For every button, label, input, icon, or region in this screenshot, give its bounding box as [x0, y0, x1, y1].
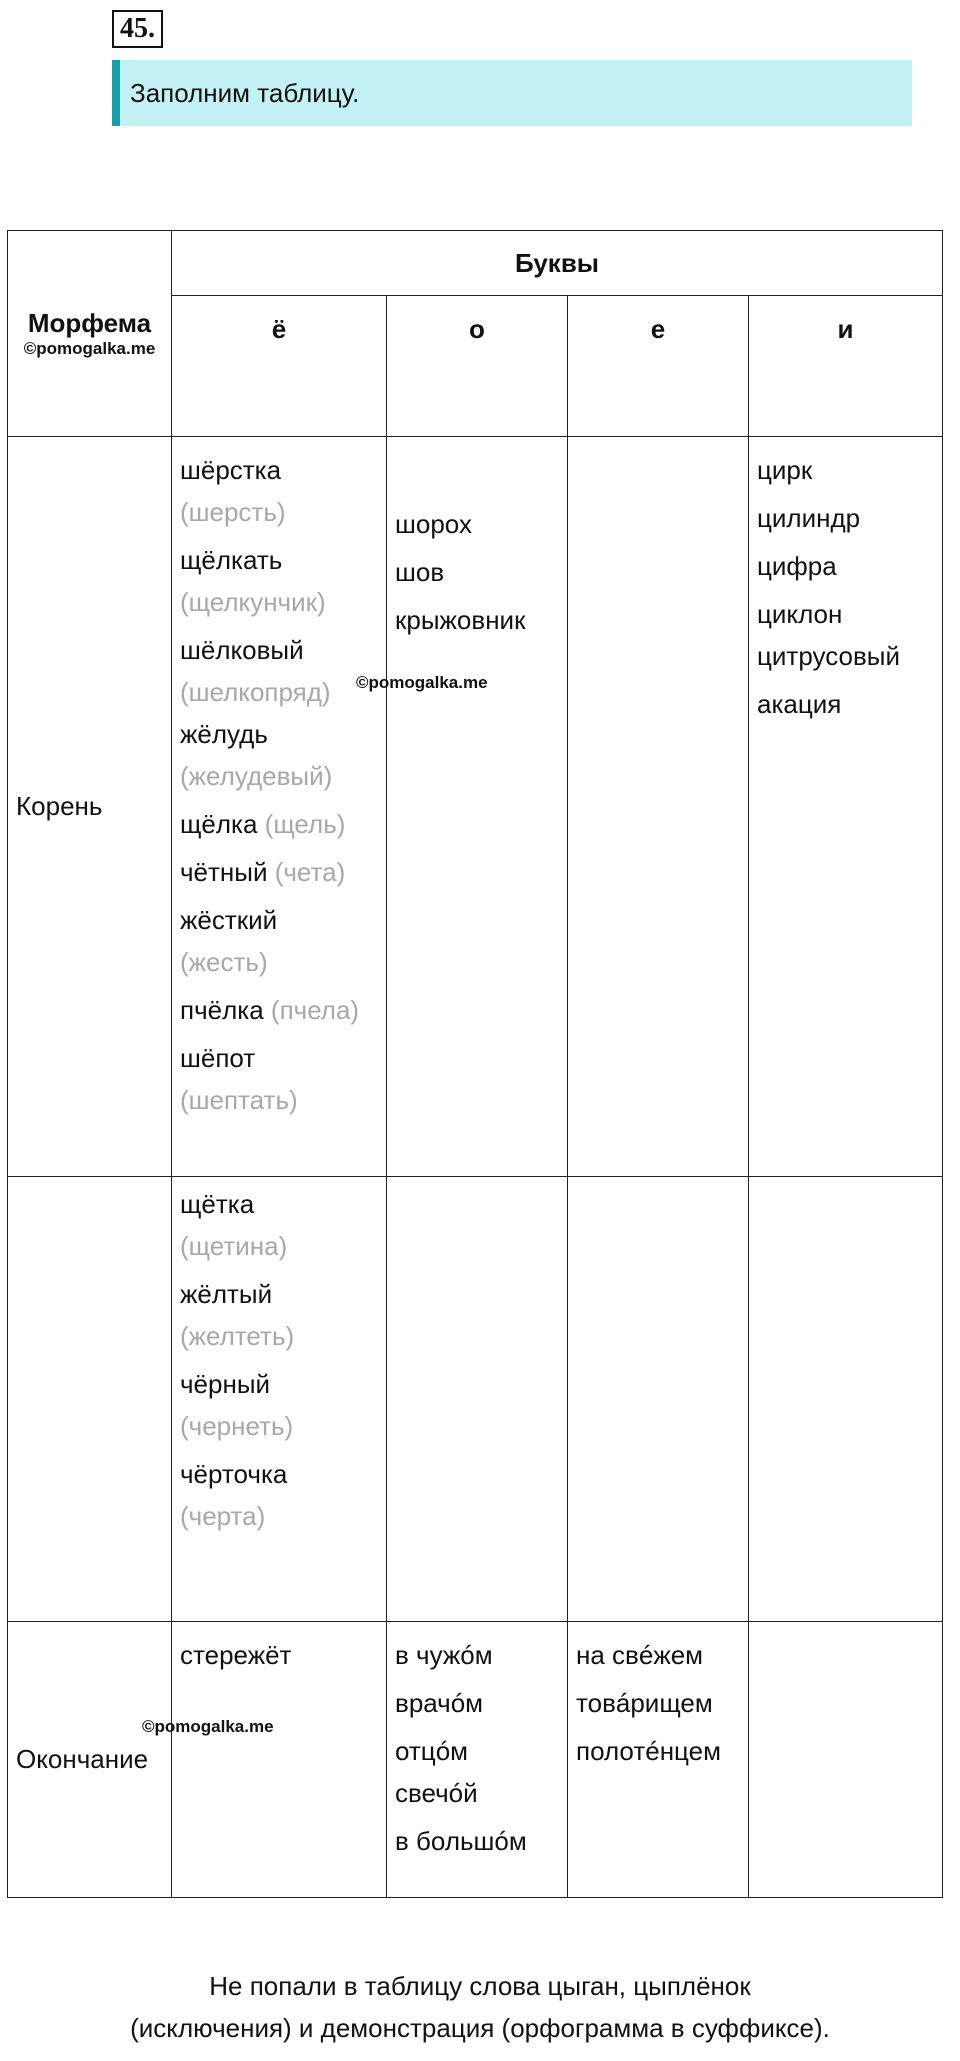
- ending-word: товáрищем: [576, 1688, 713, 1718]
- root-word: жёлудь: [180, 719, 268, 749]
- root-word: цифра: [757, 551, 837, 581]
- ending-word: отцóм: [395, 1736, 469, 1766]
- ending-word: полотéнцем: [576, 1736, 721, 1766]
- footnote-line-2: (исключения) и демонстрация (орфограмма в суффиксе).: [130, 2013, 830, 2043]
- letter-header-yo: ё: [172, 296, 387, 437]
- root-word: жёсткий: [180, 905, 278, 935]
- root-word: шёлковый: [180, 635, 304, 665]
- check-word: (чета): [274, 857, 346, 887]
- root-i-cell: [749, 437, 943, 1177]
- root2-i-cell: [749, 1177, 943, 1622]
- morpheme-header: [8, 231, 172, 437]
- morpheme-table: [7, 230, 943, 1898]
- task-number: 45.: [112, 10, 163, 48]
- root-word: чёрный: [180, 1369, 271, 1399]
- footnote-line-1: Не попали в таблицу слова цыган, цыплёнок: [209, 1971, 751, 2001]
- check-word: (щетина): [180, 1231, 288, 1261]
- root-word: цилиндр: [757, 503, 861, 533]
- watermark: ©pomogalka.me: [356, 673, 488, 692]
- ending-word: в большóм: [395, 1826, 527, 1856]
- check-word: (желтеть): [180, 1321, 295, 1351]
- root-e-cell: [568, 437, 749, 1177]
- ending-word: свечóй: [395, 1778, 478, 1808]
- ending-word: врачóм: [395, 1688, 484, 1718]
- root-word: шорох: [395, 509, 472, 539]
- footnote: [0, 1965, 960, 2049]
- check-word: (щелкунчик): [180, 587, 326, 617]
- task-banner: Заполним таблицу.: [112, 60, 912, 126]
- check-word: (щель): [264, 809, 346, 839]
- ending-word: на свéжем: [576, 1640, 704, 1670]
- root-word: щётка: [180, 1189, 255, 1219]
- root-word: цитрусовый: [757, 641, 900, 671]
- root-word: щёлка: [180, 809, 258, 839]
- ending-word: стережёт: [180, 1640, 292, 1670]
- root2-o-cell: [387, 1177, 568, 1622]
- root-word: циклон: [757, 599, 843, 629]
- letter-header-i: и: [749, 296, 943, 437]
- root2-e-cell: [568, 1177, 749, 1622]
- watermark: ©pomogalka.me: [23, 339, 156, 358]
- ending-label: Окончание: [8, 1622, 172, 1898]
- root-word: чётный: [180, 857, 268, 887]
- root-word: акация: [757, 689, 842, 719]
- root-o-cell: [387, 437, 568, 1177]
- ending-yo-cell: [172, 1622, 387, 1898]
- letters-header: Буквы: [172, 231, 943, 296]
- root-word: шёрстка: [180, 455, 282, 485]
- ending-o-cell: [387, 1622, 568, 1898]
- root-word: цирк: [757, 455, 813, 485]
- root-yo-cell: [172, 437, 387, 1177]
- root-word: шёпот: [180, 1043, 256, 1073]
- root2-label: [8, 1177, 172, 1622]
- root-word: щёлкать: [180, 545, 283, 575]
- morpheme-header-text: Морфема: [27, 308, 152, 338]
- root-word: крыжовник: [395, 605, 526, 635]
- check-word: (жесть): [180, 947, 268, 977]
- check-word: (желудевый): [180, 761, 333, 791]
- root-label: Корень: [8, 437, 172, 1177]
- root-word: жёлтый: [180, 1279, 273, 1309]
- ending-word: в чужóм: [395, 1640, 493, 1670]
- watermark: ©pomogalka.me: [142, 1717, 274, 1736]
- root-word: чёрточка: [180, 1459, 288, 1489]
- check-word: (шелкопряд): [180, 677, 331, 707]
- root-word: пчёлка: [180, 995, 264, 1025]
- ending-i-cell: [749, 1622, 943, 1898]
- check-word: (чернеть): [180, 1411, 294, 1441]
- check-word: (шептать): [180, 1085, 298, 1115]
- check-word: (шерсть): [180, 497, 286, 527]
- letter-header-e: е: [568, 296, 749, 437]
- check-word: (пчела): [270, 995, 360, 1025]
- root-word: шов: [395, 557, 445, 587]
- root2-yo-cell: [172, 1177, 387, 1622]
- letter-header-o: о: [387, 296, 568, 437]
- check-word: (черта): [180, 1501, 266, 1531]
- ending-e-cell: [568, 1622, 749, 1898]
